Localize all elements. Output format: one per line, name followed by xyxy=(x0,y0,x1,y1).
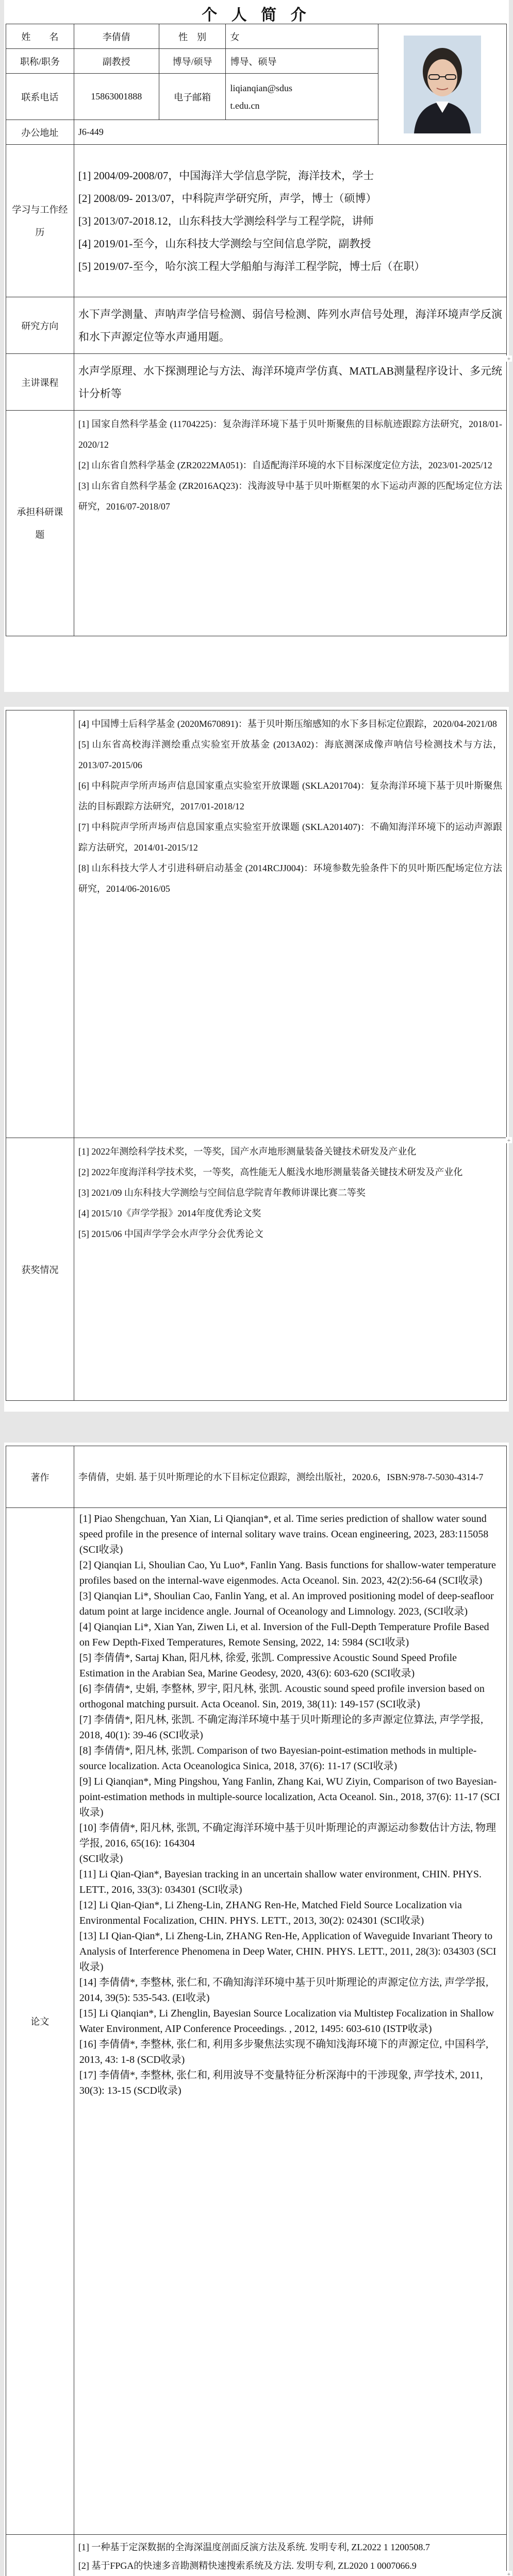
experience-item: [4] 2019/01-至今，山东科技大学测绘与空间信息学院，副教授 xyxy=(78,237,371,250)
projects-continued-label xyxy=(6,710,74,1138)
paper-item: [8] 李倩倩*, 阳凡林, 张凯. Comparison of two Bayesian-point-estimation methods in multiple-source localization. Acta Oceanologica Sinica, 2018, 37(6): 11-17 (SCI收录) xyxy=(79,1745,477,1772)
publications-table xyxy=(6,1446,507,2576)
courses-text: 水声学原理、水下探测理论与方法、海洋环境声学仿真、MATLAB测量程序设计、多元统计分析等 xyxy=(74,354,506,411)
phone-label: 联系电话 xyxy=(6,74,74,120)
address-value: J6-449 xyxy=(74,120,378,145)
courses-label: 主讲课程 xyxy=(6,354,74,411)
page-1 xyxy=(4,0,509,692)
address-label: 办公地址 xyxy=(6,120,74,145)
books-text: 李倩倩，史娟. 基于贝叶斯理论的水下目标定位跟踪，测绘出版社，2020.6，ISBN:978-7-5030-4314-7 xyxy=(74,1446,506,1508)
email-line-1: liqianqian@sdus xyxy=(230,82,293,93)
phone-value: 15863001888 xyxy=(74,74,159,120)
page-title: 个 人 简 介 xyxy=(202,7,311,24)
award-item: [4] 2015/10《声学学报》2014年度优秀论文奖 xyxy=(78,1208,261,1218)
paper-item: [7] 李倩倩*, 阳凡林, 张凯. 不确定海洋环境中基于贝叶斯理论的多声源定位算法, 声学学报, 2018, 40(1): 39-46 (SCI收录) xyxy=(79,1714,484,1741)
projects-list-p2 xyxy=(74,710,506,1138)
add-row-icon[interactable]: + xyxy=(506,355,512,362)
award-item: [3] 2021/09 山东科技大学测绘与空间信息学院青年教师讲课比赛二等奖 xyxy=(78,1188,366,1198)
page-2 xyxy=(4,707,509,1412)
project-item: [8] 山东科技大学人才引进科研启动基金 (2014RCJJ004)：环境参数先验条件下的贝叶斯匹配场定位方法研究，2014/06-2016/05 xyxy=(78,863,502,894)
patents-label xyxy=(6,2535,74,2576)
papers-label: 论文 xyxy=(6,1508,74,2535)
profile-table xyxy=(6,24,507,636)
gender-label: 性 别 xyxy=(159,24,226,49)
papers-list xyxy=(74,1508,506,2535)
paper-item: [17] 李倩倩*, 李整林, 张仁和, 利用波导不变量特征分析深海中的干涉现象, 声学技术, 2011, 30(3): 13-15 (SCD收录) xyxy=(79,2070,483,2096)
research-label: 研究方向 xyxy=(6,297,74,354)
paper-item: [4] Qianqian Li*, Xian Yan, Ziwen Li, et al. Inversion of the Full-Depth Temperature Profile Based on Few Depth-Fixed Temperatures, Remote Sensing, 2022, 14: 5984 (SCI收录) xyxy=(79,1621,489,1648)
paper-item: (SCI收录) xyxy=(79,1853,123,1865)
projects-list-p1 xyxy=(74,411,506,636)
portrait-cell xyxy=(378,24,507,145)
email-label: 电子邮箱 xyxy=(159,74,226,120)
email-value xyxy=(226,74,378,120)
patent-item: [1] 一种基于定深数据的全海深温度剖面反演方法及系统. 发明专利, ZL2022 1 1200508.7 xyxy=(78,2542,430,2552)
paper-item: [11] Li Qian-Qian*, Bayesian tracking in an uncertain shallow water environment, CHIN. PHYS. LETT., 2016, 33(3): 034301 (SCI收录) xyxy=(79,1869,482,1895)
experience-list xyxy=(74,145,506,297)
paper-item: [13] LI Qian-Qian*, Li Zheng-Lin, ZHANG Ren-He, Application of Waveguide Invariant Theory to Analysis of Interference Phenomena in Deep Water, CHIN. PHYS. LETT., 2011, 28(3): 034303 (SCI收录) xyxy=(79,1930,497,1973)
experience-item: [2] 2008/09- 2013/07，中科院声学研究所，声学，博士（硕博） xyxy=(78,192,377,205)
paper-item: [3] Qianqian Li*, Shoulian Cao, Fanlin Yang, et al. An improved positioning model of deep-seafloor datum point at large incidence angle. Journal of Oceanology and Limnology. 2023, (SCI收录) xyxy=(79,1590,494,1617)
project-item: [5] 山东省高校海洋测绘重点实验室开放基金 (2013A02)：海底测深成像声呐信号检测技术与方法，2013/07-2015/06 xyxy=(78,739,502,770)
project-item: [7] 中科院声学所声场声信息国家重点实验室开放课题 (SKLA201407)：不确知海洋环境下的运动声源跟踪方法研究，2014/01-2015/12 xyxy=(78,822,502,853)
paper-item: [5] 李倩倩*, Sartaj Khan, 阳凡林, 徐爱, 张凯. Compressive Acoustic Sound Speed Profile Estimation in the Arabian Sea, Marine Geodesy, 2020, 43(6): 603-620 (SCI收录) xyxy=(79,1652,457,1679)
project-item: [2] 山东省自然科学基金 (ZR2022MA051)：自适配海洋环境的水下目标深度定位方法，2023/01-2025/12 xyxy=(78,460,492,470)
projects-label: 承担科研课题 xyxy=(6,411,74,636)
paper-item: [1] Piao Shengchuan, Yan Xian, Li Qianqian*, et al. Time series prediction of shallow water sound speed profile in the presence of internal solitary wave trains. Ocean engineering, 2023, 283:115058 (SCI收录) xyxy=(79,1513,489,1555)
project-item: [1] 国家自然科学基金 (11704225)：复杂海洋环境下基于贝叶斯聚焦的目标航迹跟踪方法研究，2018/01-2020/12 xyxy=(78,419,502,450)
paper-item: [10] 李倩倩*, 阳凡林, 张凯, 不确定海洋环境中基于贝叶斯理论的声源运动参数估计方法, 物理学报, 2016, 65(16): 164304 xyxy=(79,1822,497,1849)
portrait-photo xyxy=(404,36,481,133)
title-label: 职称/职务 xyxy=(6,49,74,74)
name-value: 李倩倩 xyxy=(74,24,159,49)
experience-label: 学习与工作经历 xyxy=(6,145,74,297)
paper-item: [15] Li Qianqian*, Li Zhenglin, Bayesian Source Localization via Multistep Focalization in Shallow Water Environment, AIP Conference Proceedings. , 2012, 1495: 603-610 (ISTP收录) xyxy=(79,2008,494,2035)
books-label: 著作 xyxy=(6,1446,74,1508)
award-item: [2] 2022年度海洋科学技术奖，一等奖，高性能无人艇浅水地形测量装备关键技术研发及产业化 xyxy=(78,1167,463,1177)
add-row-icon[interactable]: + xyxy=(506,1137,512,1143)
awards-label: 获奖情况 xyxy=(6,1138,74,1401)
title-value: 副教授 xyxy=(74,49,159,74)
experience-item: [1] 2004/09-2008/07，中国海洋大学信息学院，海洋技术，学士 xyxy=(78,169,374,182)
patents-list xyxy=(74,2535,506,2576)
research-text: 水下声学测量、声呐声学信号检测、弱信号检测、阵列水声信号处理，海洋环境声学反演和水下声源定位等水声通用题。 xyxy=(74,297,506,354)
awards-list xyxy=(74,1138,506,1401)
experience-item: [3] 2013/07-2018.12，山东科技大学测绘科学与工程学院，讲师 xyxy=(78,214,374,227)
email-line-2: t.edu.cn xyxy=(230,100,260,111)
advisor-label: 博导/硕导 xyxy=(159,49,226,74)
paper-item: [12] Li Qian-Qian*, Li Zheng-Lin, ZHANG Ren-He, Matched Field Source Localization via Environmental Focalization, CHIN. PHYS. LETT., 2013, 30(2): 024301 (SCI收录) xyxy=(79,1900,462,1926)
project-item: [4] 中国博士后科学基金 (2020M670891)：基于贝叶斯压缩感知的水下多目标定位跟踪，2020/04-2021/08 xyxy=(78,719,497,729)
paper-item: [2] Qianqian Li, Shoulian Cao, Yu Luo*, Fanlin Yang. Basis functions for shallow-water temperature profiles based on the internal-wave eigenmodes. Acta Oceanol. Sin. 2023, 42(2):56-64 (SCI收录) xyxy=(79,1560,496,1586)
projects-awards-table xyxy=(6,710,507,1401)
page-3 xyxy=(4,1443,509,2576)
award-item: [1] 2022年测绘科学技术奖，一等奖，国产水声地形测量装备关键技术研发及产业化 xyxy=(78,1146,417,1157)
paper-item: [9] Li Qianqian*, Ming Pingshou, Yang Fanlin, Zhang Kai, WU Ziyin, Comparison of two Bayesian-point-estimation methods in multiple-source localization, Acta Oceanol. Sin., 2018, 37(6): 11-17 (SCI收录) xyxy=(79,1776,500,1818)
experience-item: [5] 2019/07-至今，哈尔滨工程大学船舶与海洋工程学院，博士后（在职） xyxy=(78,260,425,273)
project-item: [6] 中科院声学所声场声信息国家重点实验室开放课题 (SKLA201704)：复杂海洋环境下基于贝叶斯聚焦法的目标跟踪方法研究，2017/01-2018/12 xyxy=(78,781,502,811)
name-label: 姓 名 xyxy=(6,24,74,49)
paper-item: [14] 李倩倩*, 李整林, 张仁和, 不确知海洋环境中基于贝叶斯理论的声源定位方法, 声学学报, 2014, 39(5): 535-543. (EI收录) xyxy=(79,1977,489,2004)
gender-value: 女 xyxy=(226,24,378,49)
add-row-icon[interactable]: + xyxy=(506,2571,512,2576)
paper-item: [16] 李倩倩*, 李整林, 张仁和, 利用多步聚焦法实现不确知浅海环境下的声源定位, 中国科学, 2013, 43: 1-8 (SCD收录) xyxy=(79,2039,489,2065)
patent-item: [2] 基于FPGA的快速多音勘测精快速搜索系统及方法. 发明专利, ZL2020 1 0007066.9 xyxy=(78,2561,417,2571)
advisor-value: 博导、硕导 xyxy=(226,49,378,74)
paper-item: [6] 李倩倩*, 史娟, 李整林, 罗宇, 阳凡林, 张凯. Acoustic sound speed profile inversion based on orthogonal matching pursuit. Acta Oceanol. Sin, 2019, 38(11): 149-157 (SCI收录) xyxy=(79,1683,485,1710)
award-item: [5] 2015/06 中国声学学会水声学分会优秀论文 xyxy=(78,1229,263,1239)
project-item: [3] 山东省自然科学基金 (ZR2016AQ23)：浅海波导中基于贝叶斯框架的水下运动声源的匹配场定位方法研究，2016/07-2018/07 xyxy=(78,481,502,512)
